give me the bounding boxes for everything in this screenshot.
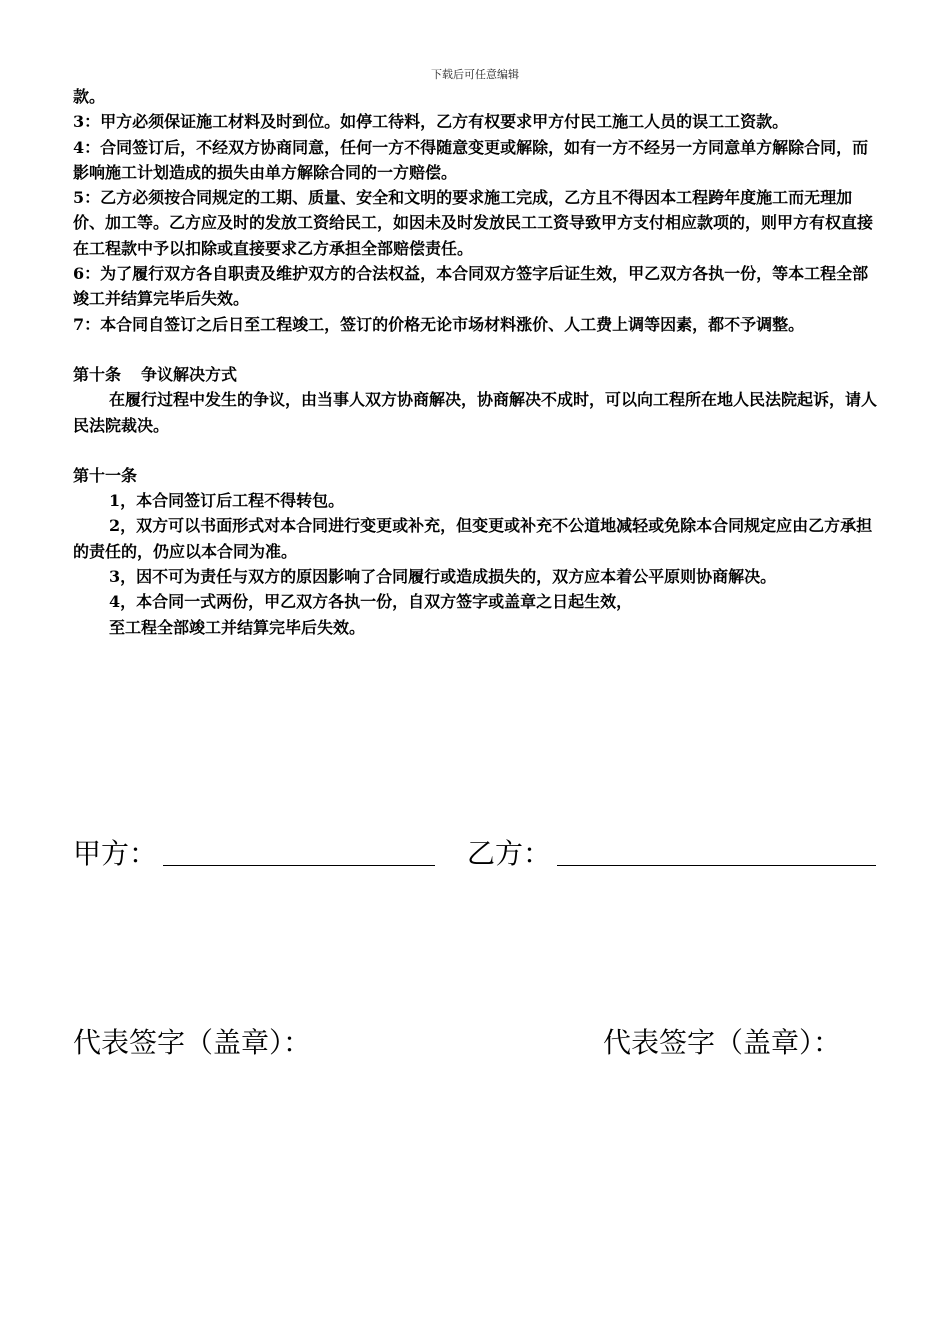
article-10-number: 第十条 <box>73 364 122 384</box>
party-a-label: 甲方： <box>73 837 158 870</box>
spacer <box>73 337 879 362</box>
article-10-title: 争议解决方式 <box>141 364 238 384</box>
clause-5: 5：乙方必须按合同规定的工期、质量、安全和文明的要求施工完成，乙方且不得因本工程跨年度施工而无理加价、加工等。乙方应及时的发放工资给民工，如因未及时发放民工工资导致甲方支付相应款项的，则甲方有权直接在工程款中予以扣除或直接要求乙方承担全部赔偿责任。 <box>73 188 874 258</box>
header-note: 下载后可任意编辑 <box>431 68 519 81</box>
article-10-heading <box>73 362 879 387</box>
article-11-item-1: 1，本合同签订后工程不得转包。 <box>109 491 345 511</box>
contract-body <box>73 84 879 640</box>
party-b-label: 乙方： <box>467 837 552 870</box>
article-11-item-2: 2，双方可以书面形式对本合同进行变更或补充，但变更或补充不公道地减轻或免除本合同规定应由乙方承担的责任的，仍应以本合同为准。 <box>73 516 873 561</box>
clause-7: 7：本合同自签订之后日至工程竣工，签订的价格无论市场材料涨价、人工费上调等因素，都不予调整。 <box>73 314 805 334</box>
article-10-text: 在履行过程中发生的争议，由当事人双方协商解决，协商解决不成时，可以向工程所在地人民法院起诉，请人民法院裁决。 <box>73 390 878 435</box>
party-a-representative-label: 代表签字（盖章）： <box>73 1026 312 1059</box>
clause-3: 3：甲方必须保证施工材料及时到位。如停工待料，乙方有权要求甲方付民工施工人员的误工工资款。 <box>73 112 789 132</box>
article-11-continuation: 至工程全部竣工并结算完毕后失效。 <box>109 617 366 637</box>
clause-4: 4：合同签订后，不经双方协商同意，任何一方不得随意变更或解除，如有一方不经另一方同意单方解除合同，而影响施工计划造成的损失由单方解除合同的一方赔偿。 <box>73 137 869 182</box>
article-11-item-3: 3，因不可为责任与双方的原因影响了合同履行或造成损失的，双方应本着公平原则协商解决。 <box>109 567 777 587</box>
clause-6: 6：为了履行双方各自职责及维护双方的合法权益，本合同双方签字后证生效，甲乙双方各执一份，等本工程全部竣工并结算完毕后失效。 <box>73 264 869 309</box>
paragraph-continuation: 款。 <box>73 87 106 106</box>
party-a-signature-line <box>163 865 435 866</box>
article-11-item-4: 4，本合同一式两份，甲乙双方各执一份，自双方签字或盖章之日起生效， <box>109 592 633 612</box>
party-b-signature-line <box>557 865 876 866</box>
party-b-representative-label: 代表签字（盖章）： <box>603 1026 842 1059</box>
article-11-heading: 第十一条 <box>73 465 138 485</box>
spacer <box>73 438 879 463</box>
